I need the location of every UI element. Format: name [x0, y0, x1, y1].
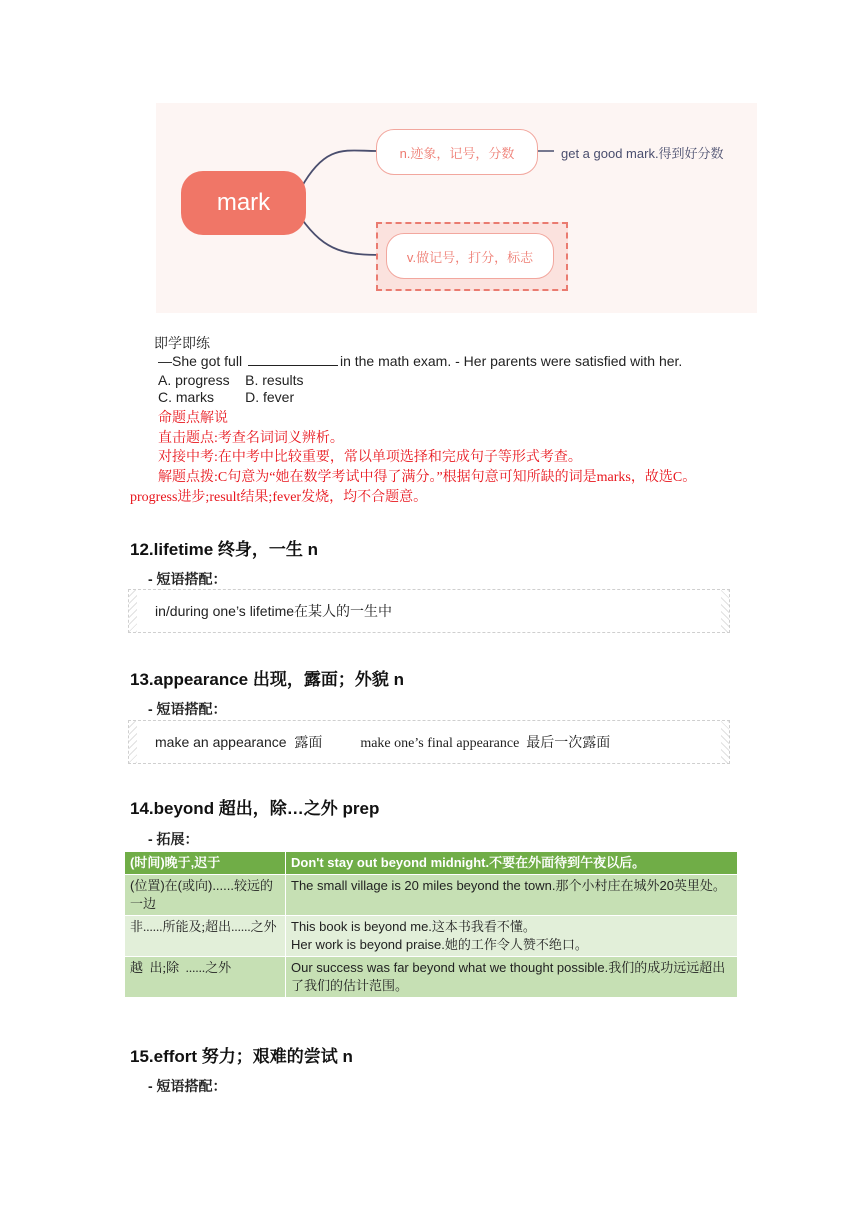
s13-phrase-1: make an appearance 露面 — [155, 734, 323, 750]
s12-subheading: - 短语搭配： — [148, 571, 227, 587]
s12-phrase-box — [128, 589, 730, 633]
table-cell-example — [286, 916, 738, 957]
heading-beyond: 14.beyond 超出，除…之外 prep — [130, 799, 380, 818]
s14-subheading: - 拓展： — [148, 831, 199, 847]
table-cell-meaning: (位置)在(或向)......较远的一边 — [125, 875, 286, 916]
beyond-usage-table — [124, 851, 738, 998]
analysis-point-3: 解题点拨:C句意为“她在数学考试中得了满分。”根据句意可知所缺的词是marks，故选C。 — [158, 470, 697, 485]
table-row — [125, 957, 738, 998]
question-blank — [248, 353, 338, 366]
analysis-point-2: 对接中考:在中考中比较重要，常以单项选择和完成句子等形式考查。 — [158, 450, 582, 465]
table-cell-example: Our success was far beyond what we thought possible.我们的成功远远超出了我们的估计范围。 — [286, 957, 738, 998]
analysis-title: 命题点解说 — [158, 411, 228, 426]
practice-question — [158, 353, 682, 369]
mindmap-center-node: mark — [181, 171, 306, 235]
s13-subheading: - 短语搭配： — [148, 701, 227, 717]
table-cell-meaning: 越 出;除 ......之外 — [125, 957, 286, 998]
table-row — [125, 916, 738, 957]
practice-title: 即学即练 — [154, 337, 210, 352]
table-row — [125, 875, 738, 916]
options-row-2: C. marks D. fever — [158, 389, 295, 405]
s12-phrase: in/during one’s lifetime在某人的一生中 — [155, 603, 393, 619]
mindmap-noun-example: get a good mark.得到好分数 — [561, 146, 724, 161]
analysis-point-1: 直击题点:考查名词词义辨析。 — [158, 431, 344, 446]
question-before: —She got full — [158, 353, 243, 369]
table-cell-meaning: 非......所能及;超出......之外 — [125, 916, 286, 957]
table-cell-meaning: (时间)晚于,迟于 — [125, 852, 286, 875]
heading-effort: 15.effort 努力；艰难的尝试 n — [130, 1047, 353, 1066]
example-line-1: This book is beyond me.这本书我看不懂。 — [291, 919, 536, 934]
heading-appearance: 13.appearance 出现，露面；外貌 n — [130, 670, 404, 689]
table-row — [125, 852, 738, 875]
analysis-point-3-cont: progress进步;result结果;fever发烧，均不合题意。 — [130, 490, 428, 505]
heading-lifetime: 12.lifetime 终身，一生 n — [130, 540, 318, 559]
table-cell-example: Don't stay out beyond midnight.不要在外面待到午夜以后。 — [286, 852, 738, 875]
options-row-1: A. progress B. results — [158, 372, 304, 388]
question-after: in the math exam. - Her parents were satisfied with her. — [339, 353, 683, 369]
example-line-2: Her work is beyond praise.她的工作令人赞不绝口。 — [291, 937, 588, 952]
s13-phrase-box — [128, 720, 730, 764]
s13-phrase-2: make one’s final appearance 最后一次露面 — [360, 736, 611, 751]
table-cell-example: The small village is 20 miles beyond the town.那个小村庄在城外20英里处。 — [286, 875, 738, 916]
s15-subheading: - 短语搭配： — [148, 1078, 227, 1094]
mindmap-verb-node: v.做记号，打分，标志 — [386, 233, 554, 279]
mindmap-noun-node: n.迹象，记号，分数 — [376, 129, 538, 175]
mark-mindmap — [156, 103, 757, 313]
